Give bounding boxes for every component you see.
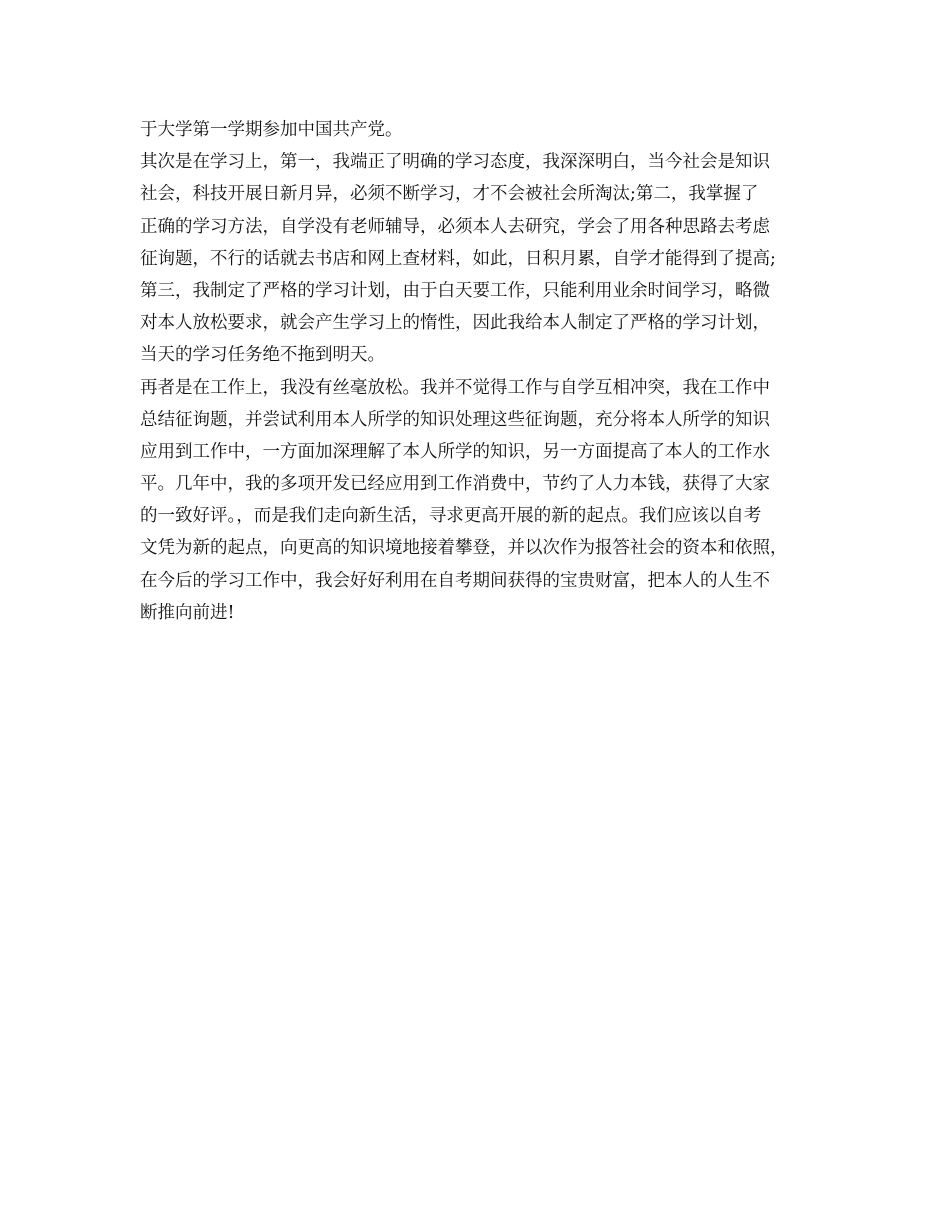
text-line: 当天的学习任务绝不拖到明天。: [140, 345, 385, 366]
text-line: 对本人放松要求，就会产生学习上的惰性，因此我给本人制定了严格的学习计划，: [140, 313, 770, 334]
text-line: 在今后的学习工作中，我会好好利用在自考期间获得的宝贵财富，把本人的人生不: [140, 570, 770, 591]
text-line: 其次是在学习上，第一，我端正了明确的学习态度，我深深明白，当今社会是知识: [140, 152, 770, 173]
text-line: 应用到工作中，一方面加深理解了本人所学的知识，另一方面提高了本人的工作水: [140, 441, 770, 462]
text-line: 正确的学习方法，自学没有老师辅导，必须本人去研究，学会了用各种思路去考虑: [140, 216, 770, 237]
text-line: 的一致好评。，而是我们走向新生活，寻求更高开展的新的起点。我们应该以自考: [140, 506, 762, 527]
text-line: 征询题，不行的话就去书店和网上查材料，如此，日积月累，自学才能得到了提高;: [140, 248, 776, 269]
text-line: 于大学第一学期参加中国共产党。: [140, 120, 403, 140]
text-line: 再者是在工作上，我没有丝毫放松。我并不觉得工作与自学互相冲突，我在工作中: [140, 377, 770, 398]
text-line: 总结征询题，并尝试利用本人所学的知识处理这些征询题，充分将本人所学的知识: [140, 409, 770, 430]
text-line: 第三，我制定了严格的学习计划，由于白天要工作，只能利用业余时间学习，略微: [140, 280, 770, 301]
text-line: 社会，科技开展日新月异，必须不断学习，才不会被社会所淘汰;第二，我掌握了: [140, 184, 759, 205]
text-line: 平。几年中，我的多项开发已经应用到工作消费中，节约了人力本钱，获得了大家: [140, 474, 770, 495]
text-line: 断推向前进!: [140, 602, 235, 623]
body-text: [140, 114, 830, 629]
text-line: 文凭为新的起点，向更高的知识境地接着攀登，并以次作为报答社会的资本和依照，: [140, 538, 788, 559]
